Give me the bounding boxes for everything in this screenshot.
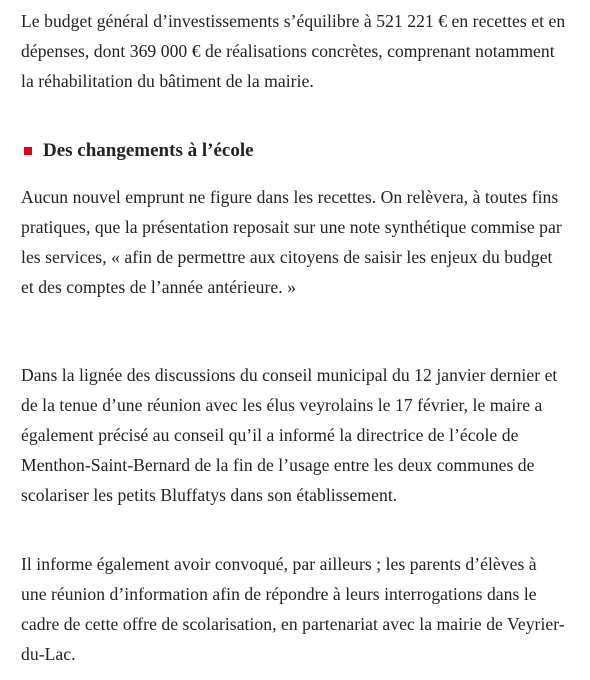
article-paragraph-budget: Le budget général d’investissements s’équilibre à 521 221 € en recettes et en dépenses, dont 369 000 € de réalisations concrètes, comprenant notamment la réhabilitation du bâtiment de la mairie. bbox=[21, 11, 566, 91]
article-paragraph-conseil: Dans la lignée des discussions du conseil municipal du 12 janvier dernier et de la tenue d’une réunion avec les élus veyrolains le 17 février, le maire a également précisé au conseil qu’il a informé la directrice de l’école de Menthon-Saint-Bernard de la fin de l’usage entre les deux communes de scolariser les petits Bluffatys dans son établissement. bbox=[21, 365, 558, 505]
article-paragraph-emprunt: Aucun nouvel emprunt ne figure dans les recettes. On relèvera, à toutes fins pratiques, que la présentation reposait sur une note synthétique commise par les services, « afin de permettre aux citoyens de saisir les enjeux du budget et des comptes de l’année antérieure. » bbox=[21, 187, 562, 297]
section-heading bbox=[21, 136, 254, 166]
red-square-bullet-icon bbox=[24, 147, 32, 155]
section-heading-text: Des changements à l’école bbox=[43, 140, 254, 161]
article-paragraph-parents: Il informe également avoir convoqué, par ailleurs ; les parents d’élèves à une réunion d’information afin de répondre à leurs interrogations dans le cadre de cette offre de scolarisation, en partenariat avec la mairie de Veyrier-du-Lac. bbox=[21, 554, 565, 664]
